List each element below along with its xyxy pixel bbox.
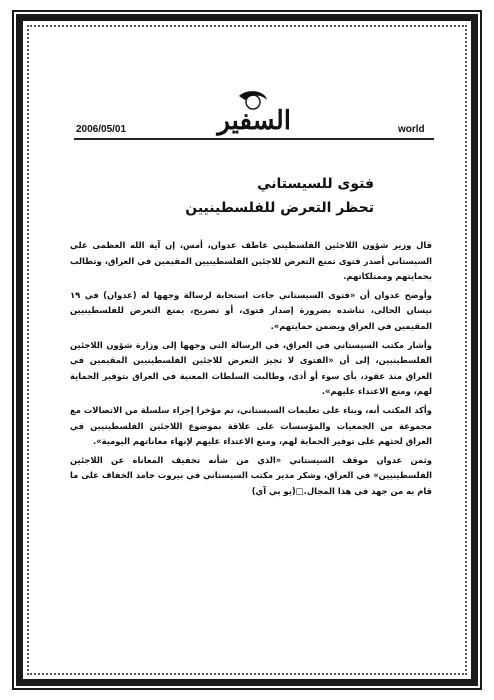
header-rule: [74, 138, 434, 140]
headline-line-2: تحظر التعرض للفلسطينيين: [185, 200, 374, 216]
newspaper-masthead: [195, 88, 295, 136]
section-label: world: [398, 124, 425, 135]
headline-line-1: فتوى للسيستاني: [257, 176, 374, 192]
issue-date: 2006/05/01: [76, 124, 127, 135]
article-body: [70, 238, 432, 503]
article-paragraph: وأكد المكتب أنه، وبناء على تعليمات السيستاني، تم مؤخرا إجراء سلسلة من الاتصالات مع مجموعة من الجمعيات والمؤسسات على علاقة بموضوع اللاجئين الفلسطينيين في العراق لحثهم على توفير الحماية لهم، ومنع الاعتداء عليهم لإنهاء معاناتهم اليومية».: [70, 404, 432, 447]
article-headline: [124, 172, 374, 220]
article-paragraph: وثمن عدوان موقف السيستاني «الذي من شأنه تخفيف المعاناة عن اللاجئين الفلسطينيين» في العراق، وشكر مدير مكتب السيستاني في بيروت حامد الخفاف على ما قام به من جهد في هذا المجال.□(يو بي آي): [70, 454, 432, 496]
article-paragraph: قال وزير شؤون اللاجئين الفلسطيني عاطف عدوان، أمس، إن آية الله العظمى علي السيستاني أصدر فتوى تمنع التعرض للاجئين الفلسطينيين المقيمين في العراق، وتطالب بحمايتهم وممتلكاتهم.: [70, 240, 432, 282]
article-paragraph: وأشار مكتب السيستاني في العراق، في الرسالة التي وجهها إلى وزارة شؤون اللاجئين الفلسطينيين، إلى أن «الفتوى لا تجيز التعرض للاجئين الفلسطينيين المقيمين في العراق منذ عقود، بأي سوء أو أذى، وطالبت السلطات المعنية في العراق بتوفير الحماية لهم، ومنع الاعتداء عليهم».: [70, 339, 432, 397]
newspaper-name: السفير: [217, 106, 291, 136]
article-paragraph: وأوضح عدوان أن «فتوى السيستاني جاءت استجابة لرسالة وجهها له (عدوان) في ١٩ نيسان الحالي، تناشده بضرورة إصدار فتوى، أو تصريح، يمنع التعرض للفلسطينيين المقيمين في العراق ويضمن حمايتهم».: [70, 289, 432, 331]
